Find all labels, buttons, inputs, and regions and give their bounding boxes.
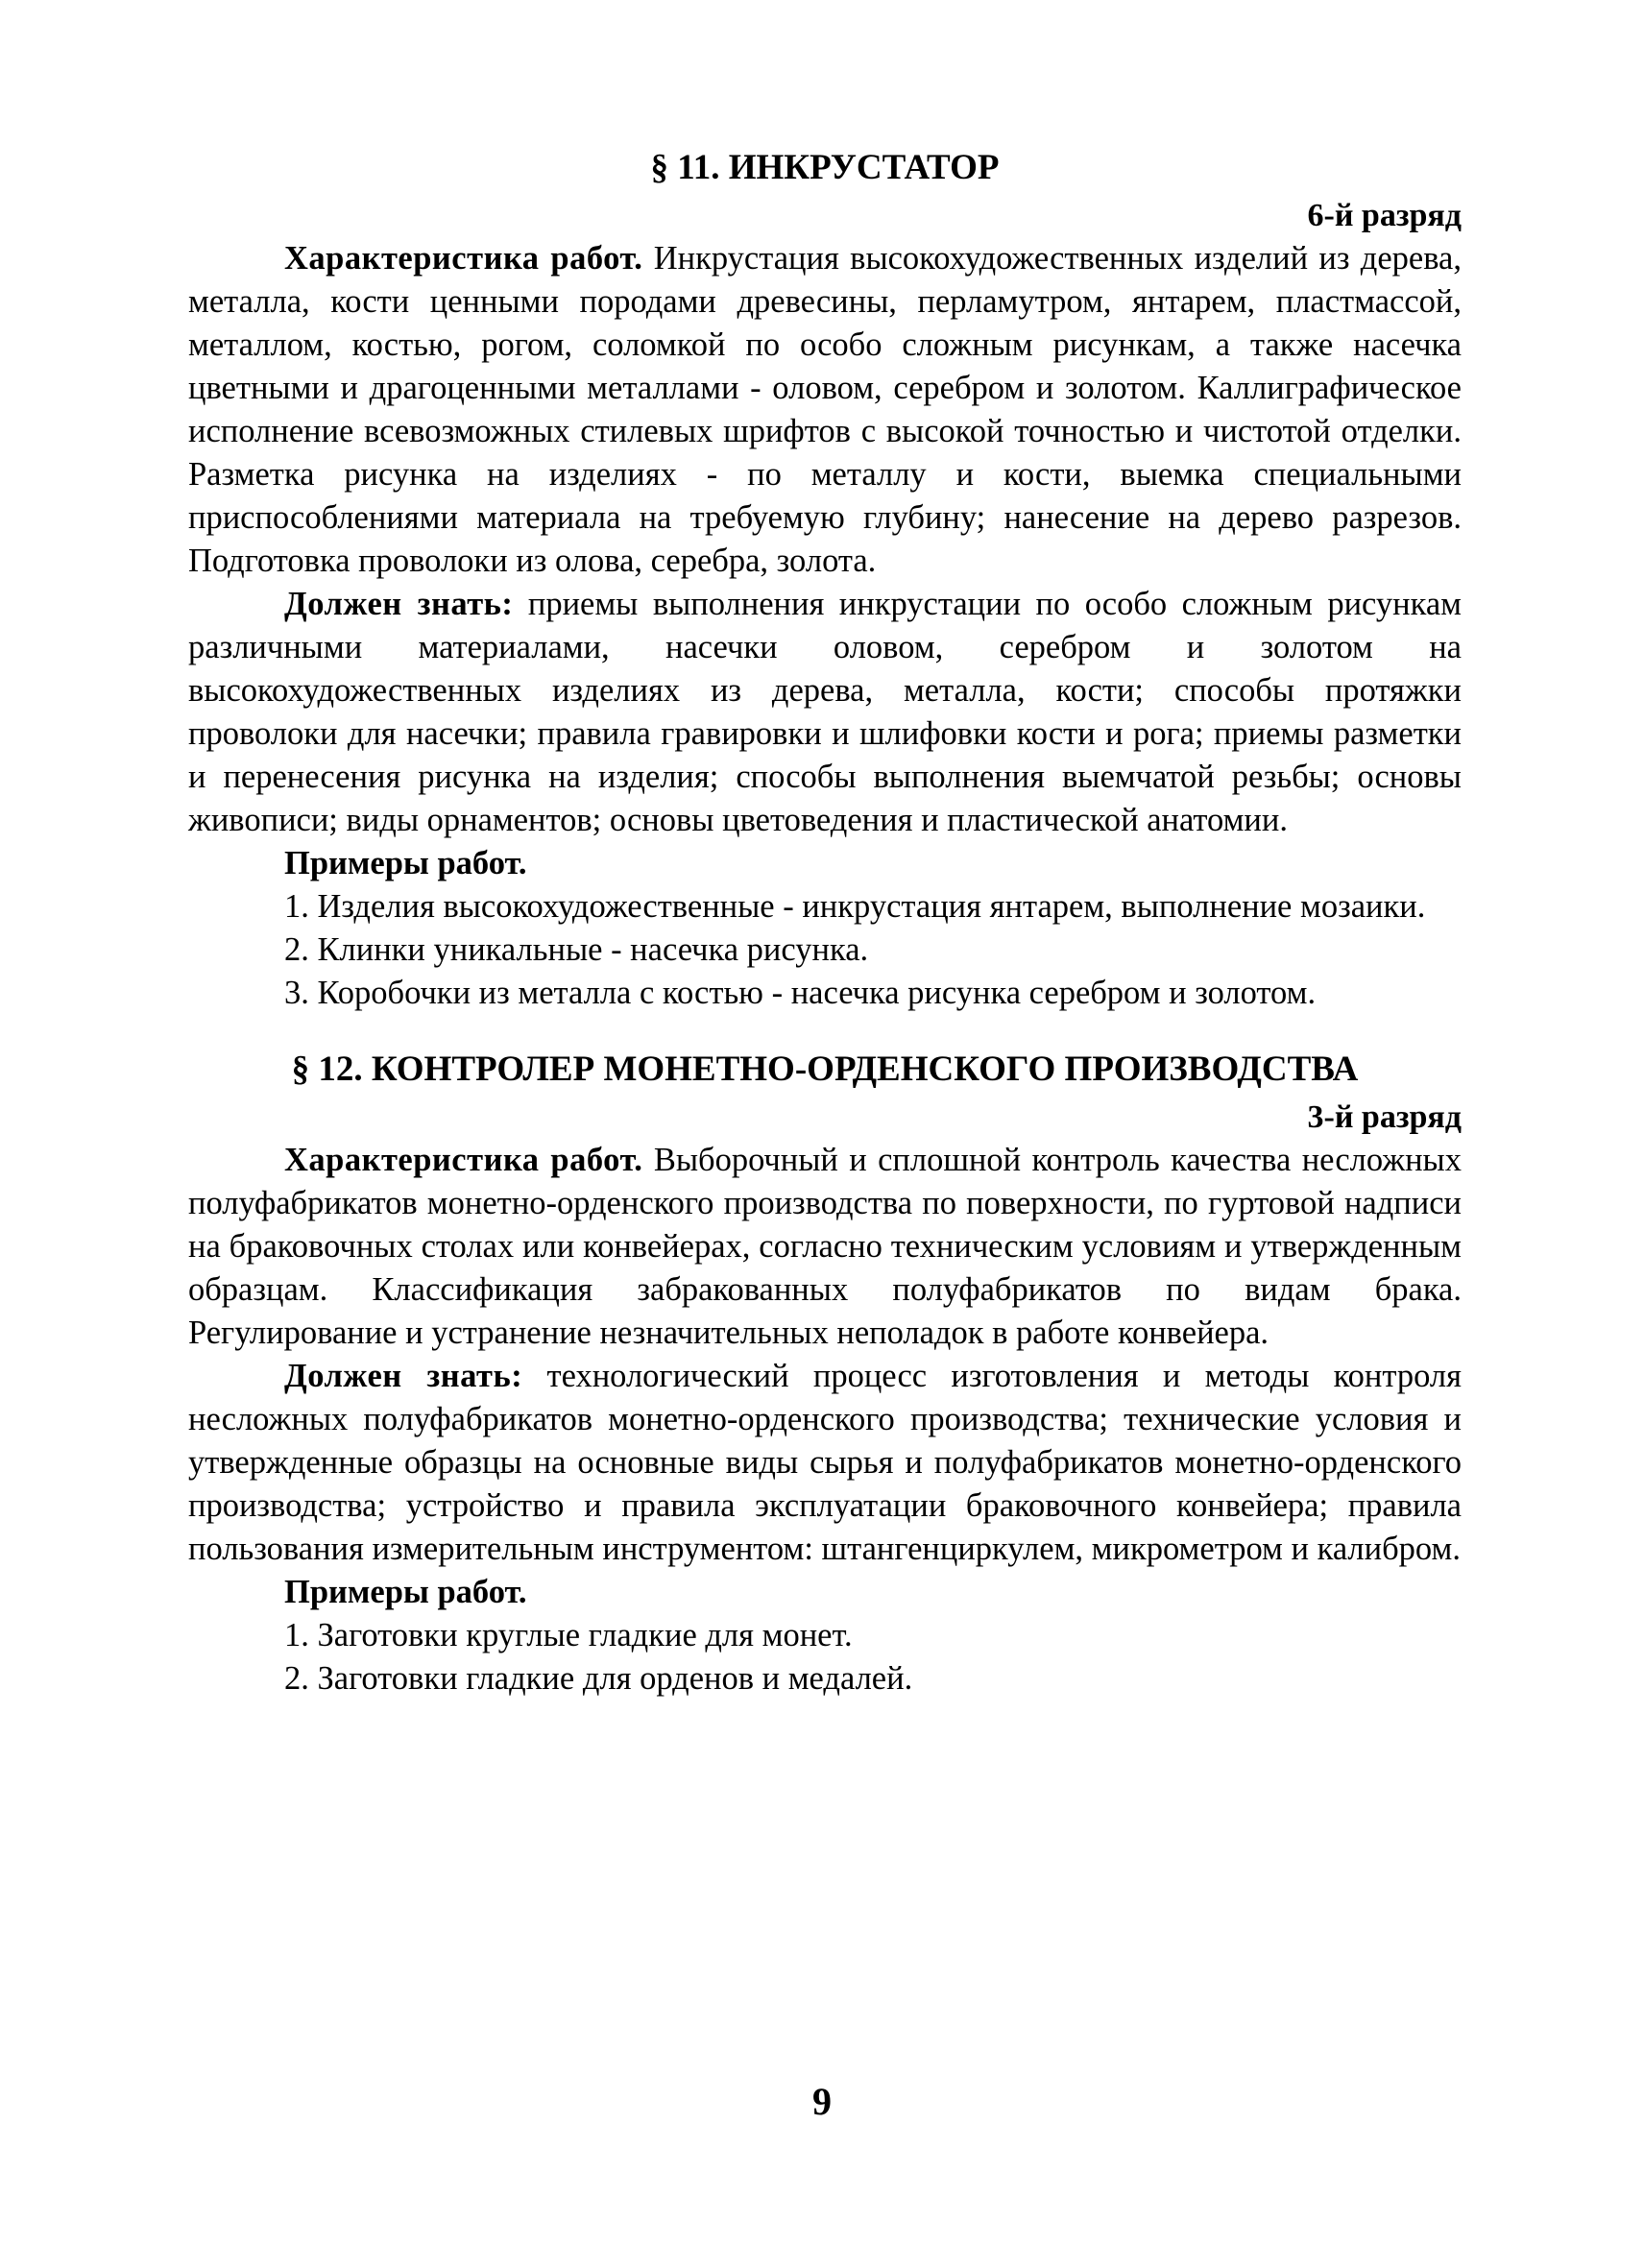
knowledge-label: Должен знать: <box>284 1358 523 1394</box>
example-item: 2. Клинки уникальные - насечка рисунка. <box>284 931 869 968</box>
characteristics-text: Инкрустация высокохудожественных изделий из дерева, металла, кости ценными породами древесины, перламутром, янтарем, пластмассой, металлом, костью, рогом, соломкой по особо сложным рисункам, а также насечка цветными и драгоценными металлами - оловом, серебром и золотом. Каллиграфическое исполнение всевозможных стилевых шрифтов с высокой точностью и чистотой отделки. Разметка рисунка на изделиях - по металлу и кости, выемка специальными приспособлениями материала на требуемую глубину; нанесение на дерево разрезов. Подготовка проволоки из олова, серебра, золота. <box>188 240 1462 579</box>
example-item: 1. Изделия высокохудожественные - инкрустация янтарем, выполнение мозаики. <box>284 888 1426 925</box>
knowledge-text: технологический процесс изготовления и методы контроля несложных полуфабрикатов монетно-орденского производства; технические условия и утвержденные образцы на основные виды сырья и полуфабрикатов монетно-орденского производства; устройство и правила эксплуатации браковочного конвейера; правила пользования измерительным инструментом: штангенциркулем, микрометром и калибром. <box>188 1358 1463 1567</box>
section-11 <box>188 144 1462 1015</box>
section-title: § 12. КОНТРОЛЕР МОНЕТНО-ОРДЕНСКОГО ПРОИЗВОДСТВА <box>291 1050 1359 1089</box>
examples-heading: Примеры работ. <box>284 845 527 881</box>
grade-label: 3-й разряд <box>1307 1099 1462 1135</box>
knowledge-paragraph <box>188 583 1462 842</box>
knowledge-label: Должен знать: <box>284 586 514 622</box>
characteristics-label: Характеристика работ. <box>284 1142 643 1178</box>
characteristics-text: Выборочный и сплошной контроль качества несложных полуфабрикатов монетно-орденского производства по поверхности, по гуртовой надписи на браковочных столах или конвейерах, согласно техническим условиям и утвержденным образцам. Классификация забракованных полуфабрикатов по видам брака. Регулирование и устранение незначительных неполадок в работе конвейера. <box>188 1142 1462 1351</box>
characteristics-label: Характеристика работ. <box>284 240 643 277</box>
example-item: 2. Заготовки гладкие для орденов и медалей. <box>284 1660 913 1697</box>
example-item: 3. Коробочки из металла с костью - насечка рисунка серебром и золотом. <box>284 975 1317 1011</box>
characteristics-paragraph <box>188 237 1462 583</box>
section-title: § 11. ИНКРУСТАТОР <box>650 148 1000 187</box>
example-item: 1. Заготовки круглые гладкие для монет. <box>284 1617 853 1653</box>
section-12 <box>188 1046 1462 1701</box>
characteristics-paragraph <box>188 1139 1462 1355</box>
page-number: 9 <box>812 2080 832 2123</box>
document-page <box>188 144 1462 1701</box>
knowledge-text: приемы выполнения инкрустации по особо сложным рисункам различными материалами, насечки оловом, серебром и золотом на высокохудожественных изделиях из дерева, металла, кости; способы протяжки проволоки для насечки; правила гравировки и шлифовки кости и рога; приемы разметки и перенесения рисунка на изделия; способы выполнения выемчатой резьбы; основы живописи; виды орнаментов; основы цветоведения и пластической анатомии. <box>188 586 1462 838</box>
knowledge-paragraph <box>188 1355 1462 1571</box>
examples-heading: Примеры работ. <box>284 1574 527 1610</box>
grade-label: 6-й разряд <box>1307 198 1462 233</box>
